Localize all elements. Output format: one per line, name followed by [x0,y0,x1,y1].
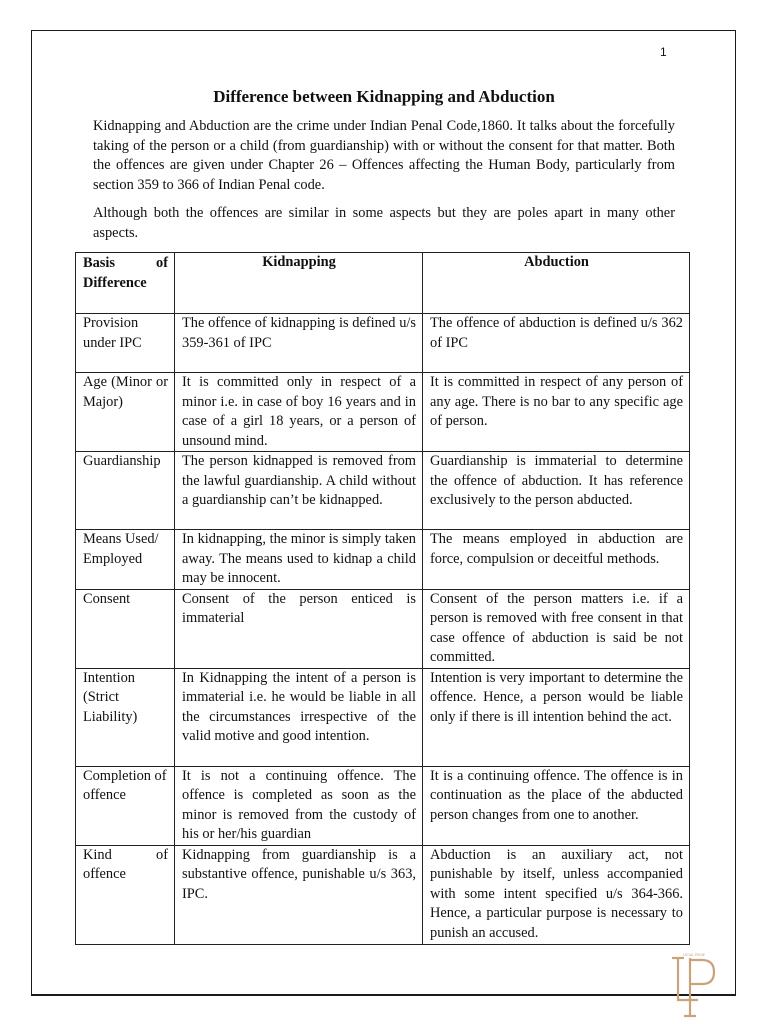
header-basis [76,253,175,314]
row-basis: Provision under IPC [76,314,175,373]
row-kidnapping: In kidnapping, the minor is simply taken away. The means used to kidnap a child may be innocent. [175,530,423,590]
table-row [76,373,690,452]
header-basis-line1: Basis of [83,255,168,271]
table-row [76,845,690,944]
document-title: Difference between Kidnapping and Abduction [213,87,555,106]
table-row [76,530,690,590]
legal-logo-icon [668,952,720,1020]
footer-rule [31,994,736,996]
row-abduction: Guardianship is immaterial to determine the offence of abduction. It has reference exclusively to the person abducted. [423,452,690,530]
row-basis: Means Used/ Employed [76,530,175,590]
row-abduction: The means employed in abduction are force, compulsion or deceitful methods. [423,530,690,590]
row-kidnapping: It is not a continuing offence. The offence is completed as soon as the minor is removed from the custody of his or her/his guardian [175,766,423,845]
row-kidnapping: In Kidnapping the intent of a person is immaterial i.e. he would be liable in all the circumstances irrespective of the valid motive and good intention. [175,668,423,766]
intro-paragraph: Kidnapping and Abduction are the crime under Indian Penal Code,1860. It talks about the forcefully taking of the person or a child (from guardianship) with or without the consent for that matter. Both the offences are given under Chapter 26 – Offences affecting the Human Body, particularly from section 359 to 366 of Indian Penal code. [93,118,675,193]
row-abduction: The offence of abduction is defined u/s 362 of IPC [423,314,690,373]
comparison-table [75,252,690,945]
logo-text: LEGAL PENIE [683,953,705,957]
header-basis-line2: Difference [83,274,147,291]
row-abduction: It is a continuing offence. The offence is in continuation as the place of the abducted person changes from one to another. [423,766,690,845]
table-header-row [76,253,690,314]
row-kidnapping: The offence of kidnapping is defined u/s 359-361 of IPC [175,314,423,373]
row-abduction: Abduction is an auxiliary act, not punishable by itself, unless accompanied with some intent specified u/s 364-366. Hence, a particular purpose is necessary to punish an accused. [423,845,690,944]
table-row [76,452,690,530]
row-abduction: Intention is very important to determine the offence. Hence, a person would be liable only if there is ill intention behind the act. [423,668,690,766]
row-basis: Age (Minor or Major) [76,373,175,452]
header-abduction: Abduction [423,253,690,314]
row-basis: Intention (Strict Liability) [76,668,175,766]
row-basis: Consent [76,589,175,668]
row-kidnapping: Consent of the person enticed is immaterial [175,589,423,668]
row-basis: Guardianship [76,452,175,530]
table-row [76,766,690,845]
row-kidnapping: The person kidnapped is removed from the lawful guardianship. A child without a guardianship can’t be kidnapped. [175,452,423,530]
header-kidnapping: Kidnapping [175,253,423,314]
second-paragraph: Although both the offences are similar in some aspects but they are poles apart in many other aspects. [93,205,675,241]
table-row [76,668,690,766]
row-abduction: Consent of the person matters i.e. if a person is removed with free consent in that case offence of abduction is said be not committed. [423,589,690,668]
page-number: 1 [660,45,667,59]
row-basis: Completion of offence [76,766,175,845]
row-basis: Kind of offence [76,845,175,944]
row-kidnapping: Kidnapping from guardianship is a substantive offence, punishable u/s 363, IPC. [175,845,423,944]
row-abduction: It is committed in respect of any person of any age. There is no bar to any specific age of person. [423,373,690,452]
row-kidnapping: It is committed only in respect of a minor i.e. in case of boy 16 years and in case of a girl 18 years, or a person of unsound mind. [175,373,423,452]
table-row [76,314,690,373]
table-row [76,589,690,668]
